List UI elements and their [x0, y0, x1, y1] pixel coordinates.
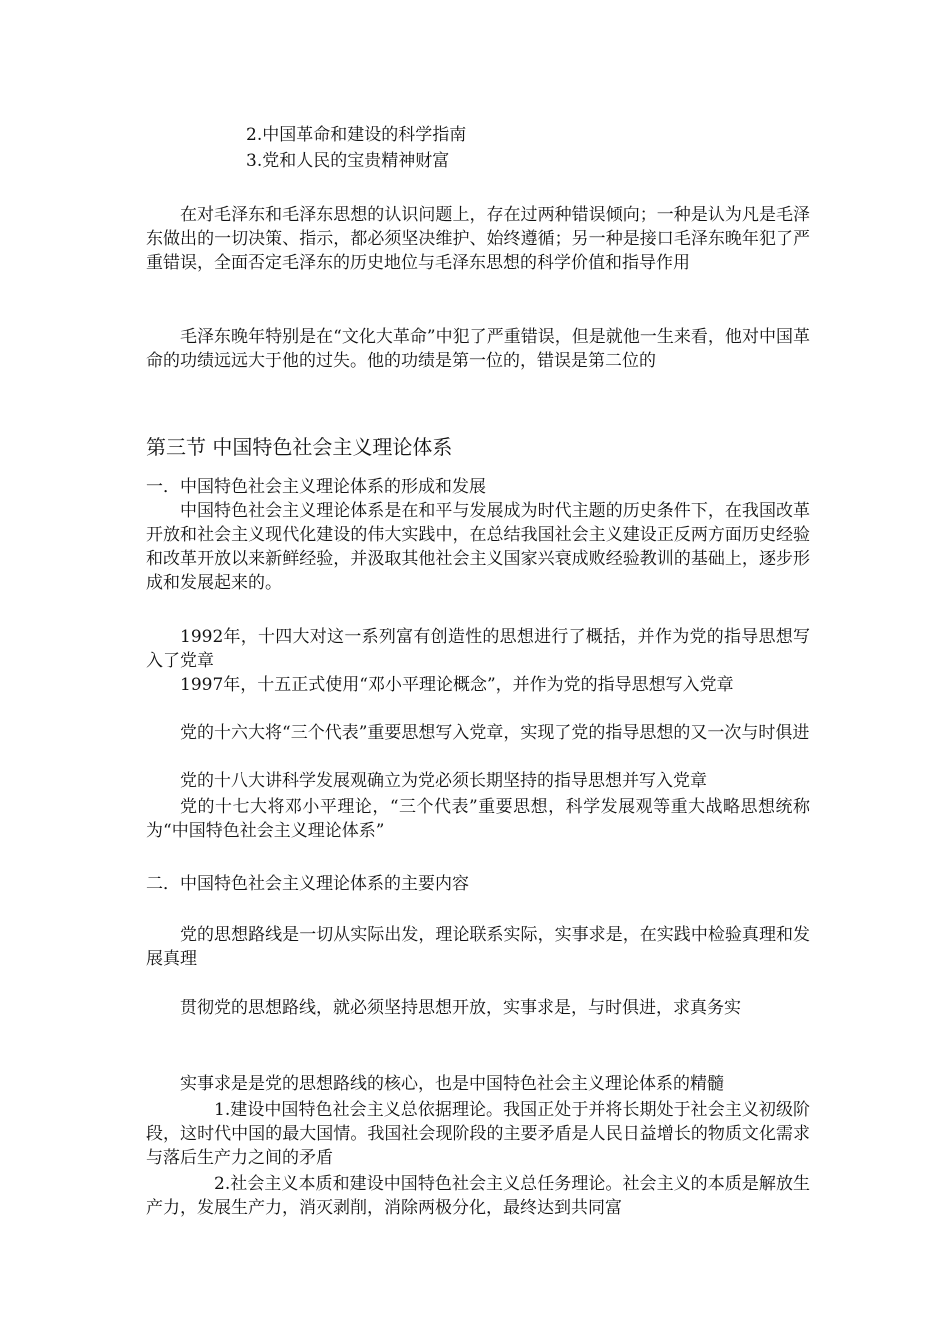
content-item-1: 1.建设中国特色社会主义总依据理论。我国正处于并将长期处于社会主义初级阶段，这时代中国的最大国情。我国社会现阶段的主要矛盾是人民日益增长的物质文化需求与落后生产力之间的矛盾 [146, 1100, 810, 1168]
paragraph-errors: 在对毛泽东和毛泽东思想的认识问题上，存在过两种错误倾向；一种是认为凡是毛泽东做出的一切决策、指示，都必须坚决维护、始终遵循；另一种是接口毛泽东晚年犯了严重错误，全面否定毛泽东的历史地位与毛泽东思想的科学价值和指导作用 [146, 205, 810, 273]
milestone-17th: 党的十七大将邓小平理论，“三个代表”重要思想，科学发展观等重大战略思想统称为“中国特色社会主义理论体系” [146, 797, 810, 841]
paragraph-line-of-thought: 党的思想路线是一切从实际出发，理论联系实际，实事求是，在实践中检验真理和发展真理 [146, 925, 810, 969]
paragraph-formation: 中国特色社会主义理论体系是在和平与发展成为时代主题的历史条件下，在我国改革开放和社会主义现代化建设的伟大实践中，在总结我国社会主义建设正反两方面历史经验和改革开放以来新鲜经验，并汲取其他社会主义国家兴衰成败经验教训的基础上，逐步形成和发展起来的。 [146, 501, 810, 593]
milestone-1992: 1992年，十四大对这一系列富有创造性的思想进行了概括，并作为党的指导思想写入了党章 [146, 627, 810, 671]
paragraph-core: 实事求是是党的思想路线的核心，也是中国特色社会主义理论体系的精髓 [180, 1074, 724, 1094]
subsection-1-title: 一．中国特色社会主义理论体系的形成和发展 [146, 477, 486, 497]
milestone-16th: 党的十六大将“三个代表”重要思想写入党章，实现了党的指导思想的又一次与时俱进 [180, 723, 810, 743]
paragraph-implement: 贯彻党的思想路线，就必须坚持思想开放，实事求是，与时俱进，求真务实 [180, 998, 741, 1018]
subsection-2-title: 二．中国特色社会主义理论体系的主要内容 [146, 874, 469, 894]
content-item-2: 2.社会主义本质和建设中国特色社会主义总任务理论。社会主义的本质是解放生产力，发展生产力，消灭剥削，消除两极分化，最终达到共同富 [146, 1174, 810, 1218]
list-item-3: 3.党和人民的宝贵精神财富 [246, 151, 450, 171]
section-title: 第三节 中国特色社会主义理论体系 [146, 435, 453, 459]
paragraph-merits: 毛泽东晚年特别是在“文化大革命”中犯了严重错误，但是就他一生来看，他对中国革命的功绩远远大于他的过失。他的功绩是第一位的，错误是第二位的 [146, 327, 810, 371]
milestone-1997: 1997年，十五正式使用“邓小平理论概念”，并作为党的指导思想写入党章 [180, 675, 734, 695]
milestone-18th: 党的十八大讲科学发展观确立为党必须长期坚持的指导思想并写入党章 [180, 771, 707, 791]
list-item-2: 2.中国革命和建设的科学指南 [246, 125, 467, 145]
